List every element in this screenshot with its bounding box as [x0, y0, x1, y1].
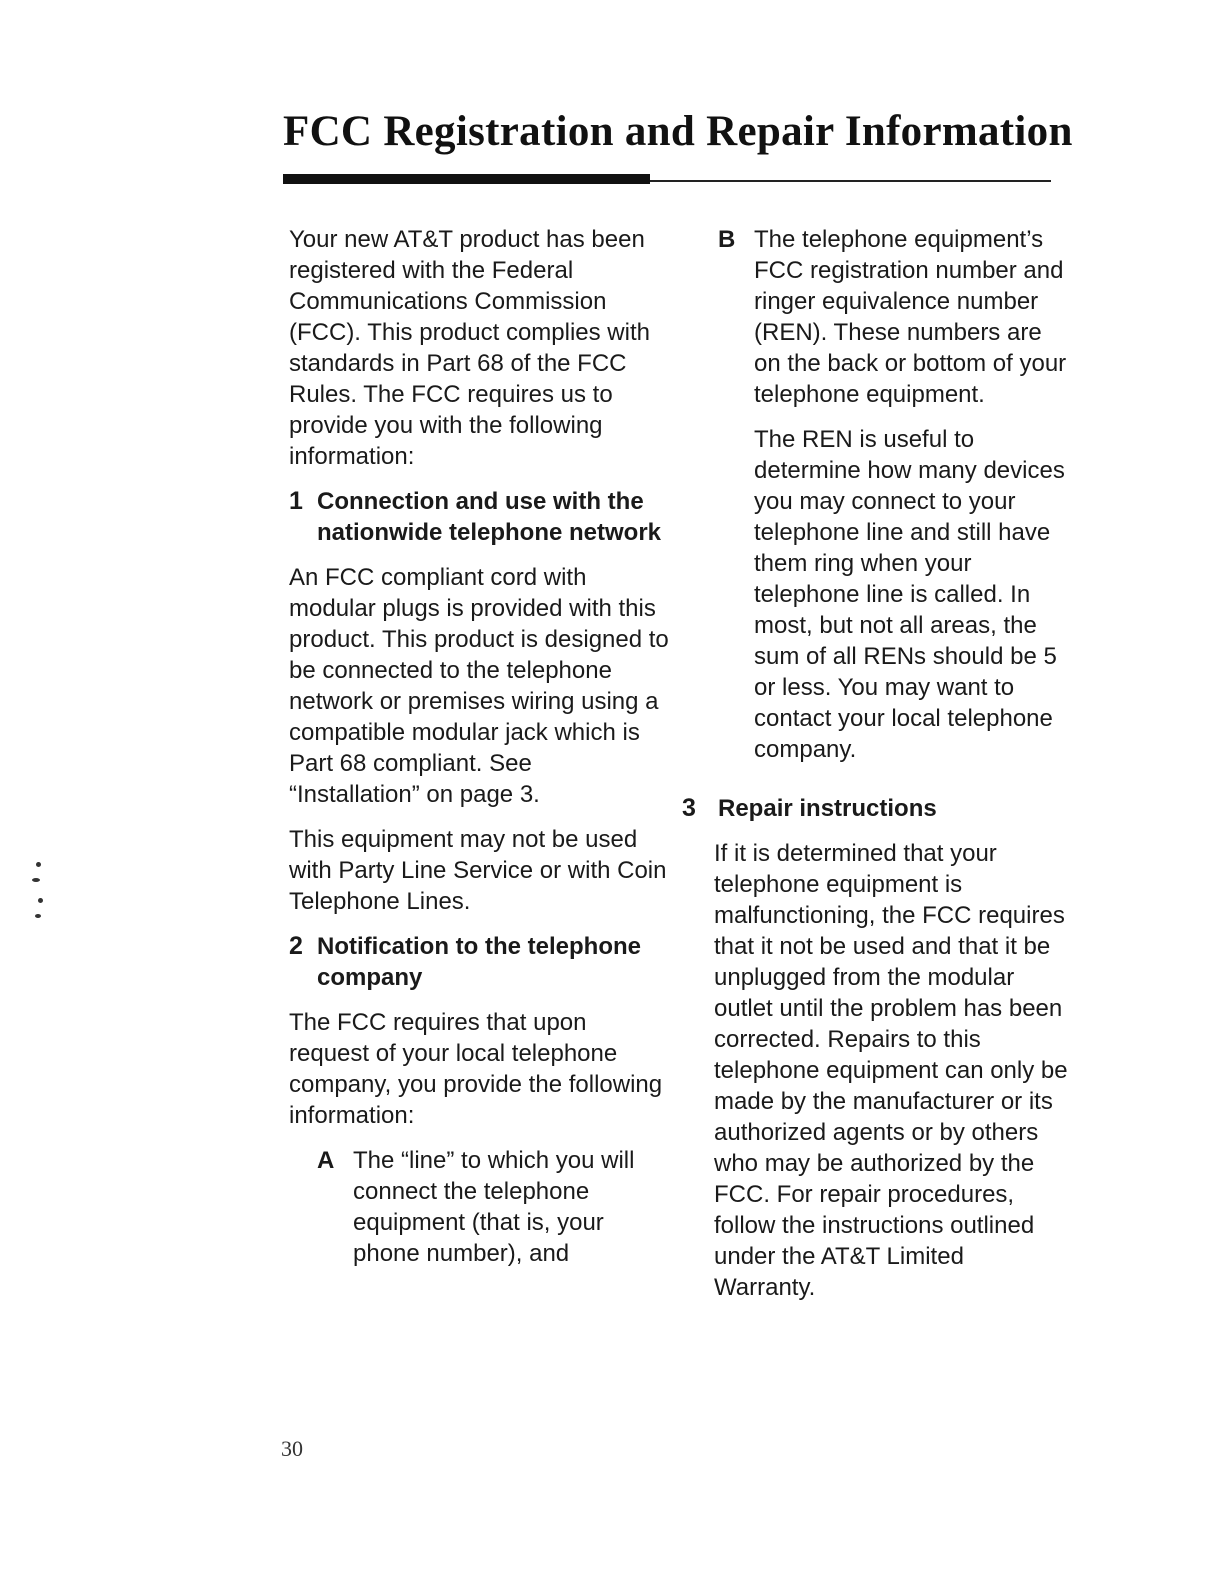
item-a [317, 1145, 669, 1283]
title-rule-accent [283, 174, 650, 184]
section-1-paragraph-2: This equipment may not be used with Party Line Service or with Coin Telephone Lines. [289, 826, 667, 915]
item-b-paragraph-2: The REN is useful to determine how many devices you may connect to your telephone line and still have them ring when your telephone line is called. In most, but not all areas, the sum of all RENs should be 5 or less. You may want to contact your local telephone company. [754, 426, 1065, 763]
section-1-paragraph-1: An FCC compliant cord with modular plugs is provided with this product. This product is designed to be connected to the telephone network or premises wiring using a compatible modular jack which is Part 68 compliant. See “Installation” on page 3. [289, 564, 669, 808]
section-2-number: 2 [289, 932, 303, 960]
scan-speck [38, 898, 43, 903]
section-3-title: Repair instructions [718, 795, 937, 822]
section-3-heading [682, 793, 1068, 824]
right-column [682, 224, 1068, 1317]
section-2-heading [289, 931, 669, 993]
item-b-paragraph-1: The telephone equipment’s FCC registration number and ringer equivalence number (REN). These numbers are on the back or bottom of your telephone equipment. [754, 226, 1067, 408]
item-a-text: The “line” to which you will connect the telephone equipment (that is, your phone number), and [353, 1147, 635, 1267]
scan-speck [32, 878, 40, 882]
section-2-paragraph: The FCC requires that upon request of your local telephone company, you provide the following information: [289, 1009, 663, 1129]
section-3-number: 3 [682, 794, 696, 822]
item-b [718, 224, 1068, 779]
section-1-heading [289, 486, 669, 548]
page-number: 30 [281, 1436, 303, 1461]
section-1-title: Connection and use with the nationwide telephone network [317, 488, 662, 546]
scan-speck [36, 862, 41, 867]
intro-paragraph: Your new AT&T product has been registered with the Federal Communications Commission (FCC). This product complies with standards in Part 68 of the FCC Rules. The FCC requires us to provide you with the following information: [289, 226, 650, 470]
section-2-title: Notification to the telephone company [317, 933, 641, 991]
section-3-paragraph: If it is determined that your telephone equipment is malfunctioning, the FCC requires that it not be used and that it be unplugged from the modular outlet until the problem has been corrected. Repairs to this telephone equipment can only be made by the manufacturer or its authorized agents or by others who may be authorized by the FCC. For repair procedures, follow the instructions outlined under the AT&T Limited Warranty. [714, 840, 1068, 1301]
item-b-letter: B [718, 226, 736, 253]
left-column [289, 224, 669, 1297]
page-title: FCC Registration and Repair Information [283, 108, 1073, 155]
section-1-number: 1 [289, 487, 303, 515]
item-a-letter: A [317, 1147, 335, 1174]
scan-speck [35, 914, 41, 918]
